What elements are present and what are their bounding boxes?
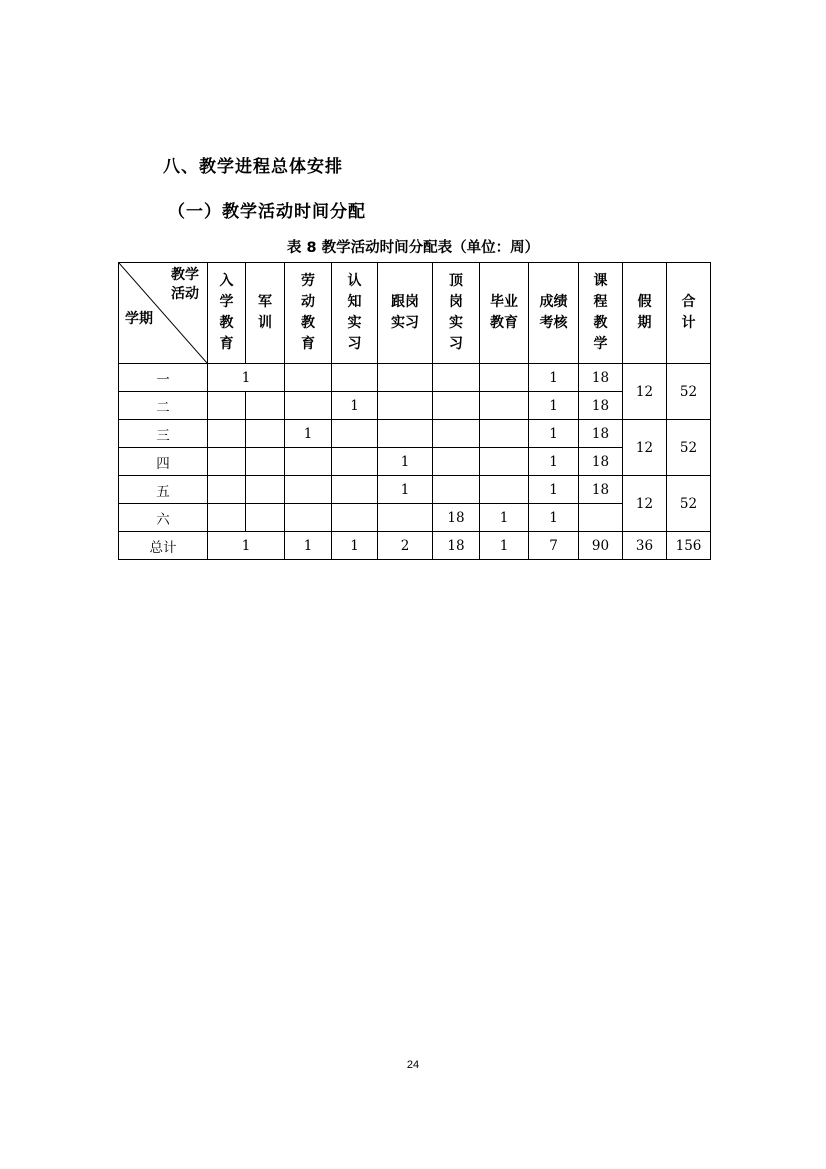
labor-cell xyxy=(285,392,332,420)
holiday-cell: 36 xyxy=(623,532,667,560)
header-label: 合计 xyxy=(681,294,696,331)
header-entry-education xyxy=(208,263,246,364)
grad-cell: 1 xyxy=(480,504,529,532)
cognitive-cell xyxy=(332,476,378,504)
header-label: 成绩考核 xyxy=(539,294,568,331)
cognitive-cell xyxy=(332,448,378,476)
intern-cell xyxy=(433,476,480,504)
military-cell xyxy=(246,448,285,476)
cognitive-cell xyxy=(332,364,378,392)
course-cell: 18 xyxy=(579,364,623,392)
military-cell xyxy=(246,392,285,420)
holiday-cell: 12 xyxy=(623,364,667,420)
intern-cell xyxy=(433,448,480,476)
exam-cell: 1 xyxy=(529,364,579,392)
total-row xyxy=(119,532,711,560)
header-holiday xyxy=(623,263,667,364)
term-cell: 二 xyxy=(119,392,208,420)
header-military-training xyxy=(246,263,285,364)
course-cell: 90 xyxy=(579,532,623,560)
exam-cell: 1 xyxy=(529,504,579,532)
exam-cell: 1 xyxy=(529,420,579,448)
follow-cell: 1 xyxy=(378,448,433,476)
follow-cell xyxy=(378,504,433,532)
follow-cell xyxy=(378,364,433,392)
cognitive-cell xyxy=(332,504,378,532)
corner-header xyxy=(119,263,208,364)
header-total xyxy=(667,263,711,364)
header-labor-education xyxy=(285,263,332,364)
total-cell: 52 xyxy=(667,364,711,420)
term-cell: 六 xyxy=(119,504,208,532)
entry-cell xyxy=(208,448,246,476)
activity-time-table xyxy=(118,262,711,560)
exam-cell: 7 xyxy=(529,532,579,560)
page-number: 24 xyxy=(406,1059,420,1071)
military-cell xyxy=(246,420,285,448)
holiday-cell: 12 xyxy=(623,476,667,532)
header-label: 假期 xyxy=(637,294,652,331)
table-row xyxy=(119,448,711,476)
entry-military-cell: 1 xyxy=(208,532,285,560)
exam-cell: 1 xyxy=(529,392,579,420)
total-label-cell: 总计 xyxy=(119,532,208,560)
term-cell: 一 xyxy=(119,364,208,392)
intern-cell xyxy=(433,420,480,448)
header-label: 跟岗实习 xyxy=(390,294,419,331)
header-label: 认知实习 xyxy=(347,273,362,352)
header-course-teaching xyxy=(579,263,623,364)
table-caption: 表 8 教学活动时间分配表（单位：周） xyxy=(286,240,540,256)
grad-cell xyxy=(480,448,529,476)
term-cell: 三 xyxy=(119,420,208,448)
intern-cell: 18 xyxy=(433,532,480,560)
header-post-internship xyxy=(433,263,480,364)
labor-cell: 1 xyxy=(285,532,332,560)
grad-cell xyxy=(480,364,529,392)
labor-cell xyxy=(285,476,332,504)
exam-cell: 1 xyxy=(529,476,579,504)
header-row xyxy=(119,263,711,364)
labor-cell xyxy=(285,504,332,532)
course-cell: 18 xyxy=(579,476,623,504)
grad-cell: 1 xyxy=(480,532,529,560)
course-cell: 18 xyxy=(579,420,623,448)
follow-cell: 1 xyxy=(378,476,433,504)
entry-cell xyxy=(208,420,246,448)
military-cell xyxy=(246,476,285,504)
intern-cell: 18 xyxy=(433,504,480,532)
military-cell xyxy=(246,504,285,532)
table-row xyxy=(119,364,711,392)
header-cognitive-internship xyxy=(332,263,378,364)
cognitive-cell xyxy=(332,420,378,448)
corner-activity-line2: 活动 xyxy=(171,286,199,302)
course-cell: 18 xyxy=(579,392,623,420)
labor-cell xyxy=(285,448,332,476)
entry-military-cell: 1 xyxy=(208,364,285,392)
table-row xyxy=(119,504,711,532)
header-assessment xyxy=(529,263,579,364)
table-row xyxy=(119,476,711,504)
grad-cell xyxy=(480,476,529,504)
header-graduation-education xyxy=(480,263,529,364)
follow-cell xyxy=(378,392,433,420)
header-label: 课程教学 xyxy=(593,273,608,352)
follow-cell xyxy=(378,420,433,448)
course-cell xyxy=(579,504,623,532)
exam-cell: 1 xyxy=(529,448,579,476)
term-cell: 五 xyxy=(119,476,208,504)
corner-activity-label xyxy=(171,266,199,304)
header-follow-internship xyxy=(378,263,433,364)
entry-cell xyxy=(208,392,246,420)
labor-cell: 1 xyxy=(285,420,332,448)
table-row xyxy=(119,392,711,420)
corner-activity-line1: 教学 xyxy=(171,267,199,283)
header-label: 军训 xyxy=(258,294,272,331)
term-cell: 四 xyxy=(119,448,208,476)
header-label: 入学教育 xyxy=(219,273,234,352)
total-cell: 156 xyxy=(667,532,711,560)
labor-cell xyxy=(285,364,332,392)
holiday-cell: 12 xyxy=(623,420,667,476)
grad-cell xyxy=(480,392,529,420)
entry-cell xyxy=(208,476,246,504)
grad-cell xyxy=(480,420,529,448)
header-label: 顶岗实习 xyxy=(449,273,463,352)
total-cell: 52 xyxy=(667,420,711,476)
intern-cell xyxy=(433,364,480,392)
corner-term-label: 学期 xyxy=(125,311,153,327)
follow-cell: 2 xyxy=(378,532,433,560)
header-label: 劳动教育 xyxy=(301,273,315,352)
course-cell: 18 xyxy=(579,448,623,476)
entry-cell xyxy=(208,504,246,532)
subsection-title: （一）教学活动时间分配 xyxy=(168,202,366,222)
table-row xyxy=(119,420,711,448)
total-cell: 52 xyxy=(667,476,711,532)
section-title: 八、教学进程总体安排 xyxy=(163,157,343,177)
cognitive-cell: 1 xyxy=(332,392,378,420)
cognitive-cell: 1 xyxy=(332,532,378,560)
intern-cell xyxy=(433,392,480,420)
header-label: 毕业教育 xyxy=(489,294,518,331)
